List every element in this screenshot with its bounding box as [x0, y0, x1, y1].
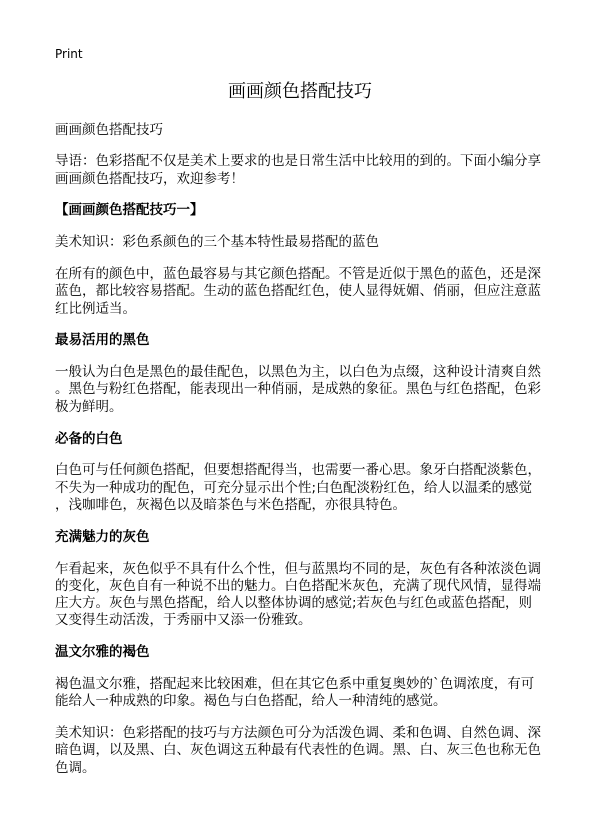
art-knowledge-paragraph-2: 美术知识：色彩搭配的技巧与方法颜色可分为活泼色调、柔和色调、自然色调、深暗色调，以及黑、白、灰色调这五种最有代表性的色调。黑、白、灰三色也称无色色调。 [55, 725, 541, 776]
intro-paragraph: 导语：色彩搭配不仅是美术上要求的也是日常生活中比较用的到的。下面小编分享画画颜色搭配技巧，欢迎参考！ [55, 153, 541, 187]
section-heading-tips-one: 【画画颜色搭配技巧一】 [55, 202, 204, 219]
gray-paragraph: 乍看起来，灰色似乎不具有什么个性，但与蓝黑均不同的是，灰色有各种浓淡色调的变化，灰色自有一种说不出的魅力。白色搭配米灰色，充满了现代风情，显得端庄大方。灰色与黑色搭配，给人以整体协调的感觉;若灰色与红色或蓝色搭配，则又变得生动活泼，于秀丽中又添一份雅致。 [55, 560, 541, 629]
print-link[interactable]: Print [55, 47, 83, 61]
white-heading: 必备的白色 [55, 430, 123, 447]
page-title: 画画颜色搭配技巧 [228, 81, 372, 102]
white-paragraph: 白色可与任何颜色搭配，但要想搭配得当，也需要一番心思。象牙白搭配淡紫色，不失为一种成功的配色，可充分显示出个性;白色配淡粉红色，给人以温柔的感觉，浅咖啡色，灰褐色以及暗茶色与米色搭配，亦很具特色。 [55, 462, 541, 513]
gray-heading: 充满魅力的灰色 [55, 528, 150, 545]
brown-heading: 温文尔雅的褐色 [55, 644, 150, 661]
art-knowledge-paragraph-1: 美术知识：彩色系颜色的三个基本特性最易搭配的蓝色 [55, 234, 379, 251]
black-paragraph: 一般认为白色是黑色的最佳配色，以黑色为主，以白色为点缀，这种设计清爽自然。黑色与粉红色搭配，能表现出一种俏丽，是成熟的象征。黑色与红色搭配，色彩极为鲜明。 [55, 364, 541, 415]
article-subtitle: 画画颜色搭配技巧 [55, 121, 163, 138]
brown-paragraph: 褐色温文尔雅，搭配起来比较困难，但在其它色系中重复奥妙的`色调浓度，有可能给人一种成熟的印象。褐色与白色搭配，给人一种清纯的感觉。 [55, 676, 535, 710]
blue-paragraph: 在所有的颜色中，蓝色最容易与其它颜色搭配。不管是近似于黑色的蓝色，还是深蓝色，都比较容易搭配。生动的蓝色搭配红色，使人显得妩媚、俏丽，但应注意蓝红比例适当。 [55, 265, 541, 317]
black-heading: 最易活用的黑色 [55, 332, 150, 349]
